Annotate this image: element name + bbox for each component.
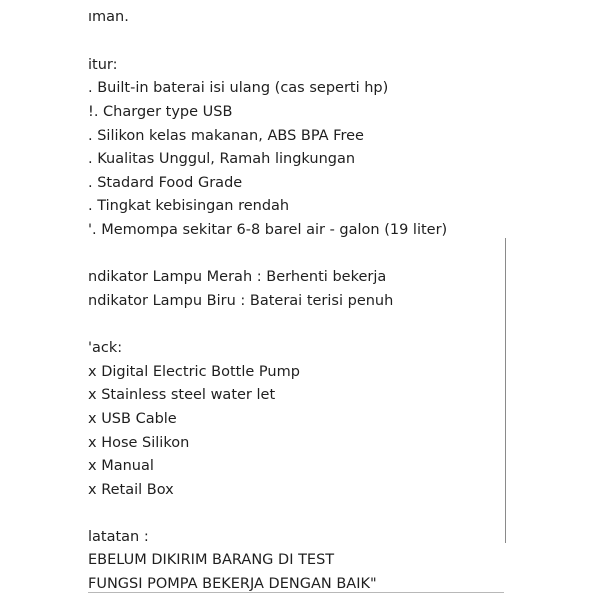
feature-item: . Kualitas Unggul, Ramah lingkungan <box>88 151 356 167</box>
text-line: ıman. <box>88 9 129 25</box>
pack-item: x Hose Silikon <box>88 435 190 451</box>
pack-item: x Manual <box>88 458 154 474</box>
notes-line: EBELUM DIKIRIM BARANG DI TEST <box>88 552 335 568</box>
pack-item: x Digital Electric Bottle Pump <box>88 364 300 380</box>
vertical-divider <box>505 238 506 543</box>
feature-item: '. Memompa sekitar 6-8 barel air - galon (19 liter) <box>88 222 448 238</box>
feature-item: . Silikon kelas makanan, ABS BPA Free <box>88 128 364 144</box>
indicator-line: ndikator Lampu Merah : Berhenti bekerja <box>88 269 387 285</box>
features-heading: itur: <box>88 57 118 73</box>
cropped-text-line <box>88 0 508 1</box>
pack-heading: 'ack: <box>88 340 123 356</box>
feature-item: !. Charger type USB <box>88 104 233 120</box>
indicator-line: ndikator Lampu Biru : Baterai terisi penuh <box>88 293 394 309</box>
feature-item: . Stadard Food Grade <box>88 175 243 191</box>
feature-item: . Built-in baterai isi ulang (cas seperti hp) <box>88 80 389 96</box>
notes-heading: latatan : <box>88 529 149 545</box>
horizontal-divider <box>88 592 504 593</box>
pack-item: x USB Cable <box>88 411 177 427</box>
pack-item: x Retail Box <box>88 482 174 498</box>
feature-item: . Tingkat kebisingan rendah <box>88 198 290 214</box>
pack-item: x Stainless steel water let <box>88 387 276 403</box>
notes-line: FUNGSI POMPA BEKERJA DENGAN BAIK" <box>88 576 377 592</box>
